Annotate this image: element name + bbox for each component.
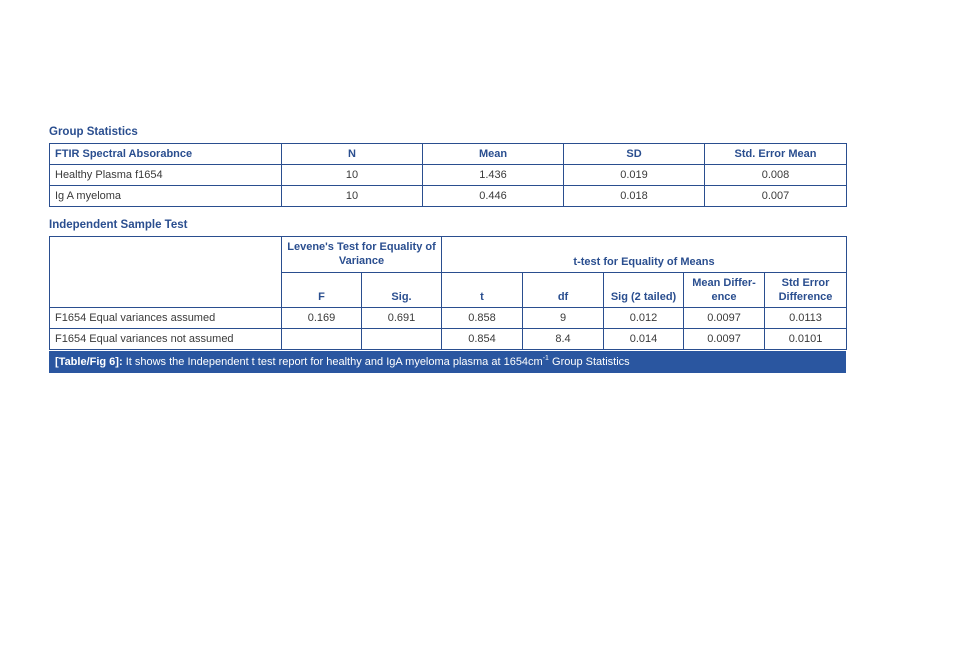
table-cell: F1654 Equal variances not assumed (50, 329, 282, 350)
caption-label: [Table/Fig 6]: (55, 356, 123, 368)
table-cell (282, 329, 362, 350)
table-cell: 0.0113 (765, 308, 847, 329)
levene-group-header: Levene's Test for Equality of Variance (282, 237, 442, 273)
table-cell: 8.4 (523, 329, 604, 350)
table-cell: 0.0097 (684, 329, 765, 350)
table-cell: 0.858 (442, 308, 523, 329)
column-header: N (282, 144, 423, 165)
table-header-row (50, 144, 847, 165)
caption-text-end: Group Statistics (548, 356, 630, 368)
group-statistics-title: Group Statistics (49, 126, 138, 138)
table-cell: 0.019 (564, 165, 705, 186)
column-header: Sig (2 tailed) (604, 273, 684, 308)
table-cell: 0.691 (362, 308, 442, 329)
table-cell: Ig A myeloma (50, 186, 282, 207)
table-row (50, 329, 847, 350)
column-header: SD (564, 144, 705, 165)
table-cell: F1654 Equal variances assumed (50, 308, 282, 329)
table-cell (362, 329, 442, 350)
column-header: df (523, 273, 604, 308)
column-header: Mean (423, 144, 564, 165)
column-header: FTIR Spectral Absorabnce (50, 144, 282, 165)
table-cell: 0.018 (564, 186, 705, 207)
column-header: Std Error Difference (765, 273, 847, 308)
group-statistics-table (49, 143, 847, 207)
independent-test-table (49, 236, 847, 350)
caption-text: It shows the Independent t test report for healthy and IgA myeloma plasma at 1654cm (122, 356, 543, 368)
column-header: t (442, 273, 523, 308)
table-caption (49, 351, 846, 373)
table-cell: 0.446 (423, 186, 564, 207)
table-cell: 0.008 (705, 165, 847, 186)
independent-test-title: Independent Sample Test (49, 219, 188, 231)
table-cell: 0.0097 (684, 308, 765, 329)
table-cell: Healthy Plasma f1654 (50, 165, 282, 186)
table-row (50, 165, 847, 186)
table-row (50, 186, 847, 207)
table-cell: 1.436 (423, 165, 564, 186)
table-cell: 0.854 (442, 329, 523, 350)
table-cell: 0.014 (604, 329, 684, 350)
column-header: F (282, 273, 362, 308)
blank-header-cell (50, 237, 282, 308)
table-cell: 0.0101 (765, 329, 847, 350)
table-header-row (50, 237, 847, 273)
table-cell: 10 (282, 186, 423, 207)
ttest-group-header: t-test for Equality of Means (442, 237, 847, 273)
table-row (50, 308, 847, 329)
column-header: Sig. (362, 273, 442, 308)
column-header: Std. Error Mean (705, 144, 847, 165)
table-cell: 0.012 (604, 308, 684, 329)
table-cell: 0.007 (705, 186, 847, 207)
table-cell: 0.169 (282, 308, 362, 329)
table-cell: 10 (282, 165, 423, 186)
table-cell: 9 (523, 308, 604, 329)
caption-superscript: -1 (542, 355, 549, 362)
column-header: Mean Differ- ence (684, 273, 765, 308)
